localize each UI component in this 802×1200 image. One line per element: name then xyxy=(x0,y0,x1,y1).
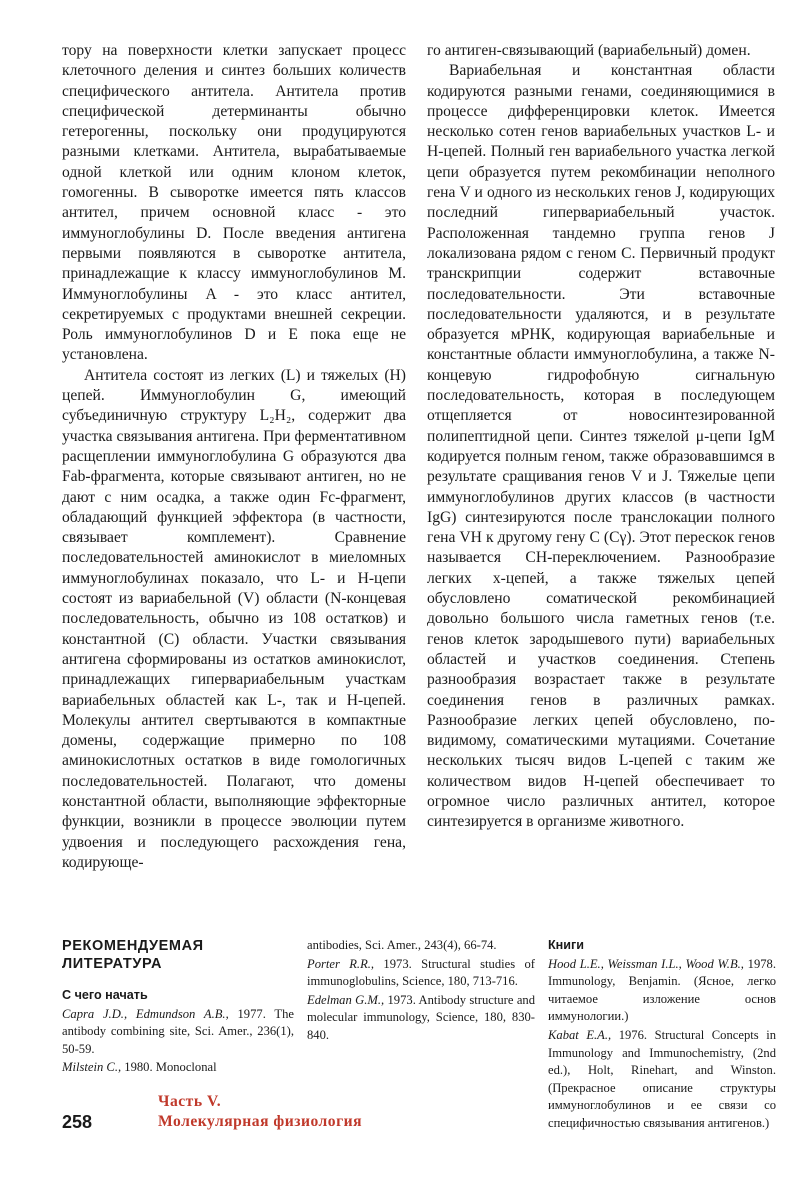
reference-authors: Milstein C., xyxy=(62,1060,122,1075)
references-subtitle: Книги xyxy=(548,938,585,952)
references-column-2 xyxy=(307,937,535,1046)
paragraph: тору на поверхности клетки запускает процесс клеточного деления и синтез больших количеств специфического антитела. Антитела против специфической детерминанты обычно гетерогенны, поскольку они продуцируются разными клетками. Антитела, вырабатываемые одной клеткой или одним клоном клеток, гомогенны. В сыворотке имеется пять классов антител, причем основной класс - это иммуноглобулины D. После введения антигена первыми появляются в сыворотке антитела, принадлежащие к классу иммуноглобулинов M. Иммуноглобулины A - это класс антител, секретируемых с продуктами внешней секреции. Роль иммуноглобулинов D и E пока еще не установлена. xyxy=(62,42,406,364)
reference-details: 1973. Structural studies of immunoglobulins, Science, 180, 713-716. xyxy=(307,956,535,989)
reference-details: 1977. The antibody combining site, Sci. Amer., 236(1), 50-59. xyxy=(62,1006,294,1056)
references-column-1 xyxy=(62,937,294,1078)
reference-entry-continued: antibodies, Sci. Amer., 243(4), 66-74. xyxy=(307,938,497,952)
paragraph: го антиген-связывающий (вариабельный) домен. xyxy=(427,42,751,59)
right-text-column xyxy=(427,41,775,833)
reference-entry xyxy=(548,1027,776,1133)
reference-authors: Capra J.D., Edmundson A.B., xyxy=(62,1006,229,1021)
paragraph: Антитела состоят из легких (L) и тяжелых (H) цепей. Иммуноглобулин G, имеющий субъединичную структуру L₂H₂, содержит два участка связывания антигена. При ферментативном расщеплении иммуноглобулина G образуются два Fab-фрагмента, которые связывают антиген, но не дают с ним осадка, а также один Fc-фрагмент, обладающий функцией эффектора (в частности, связывает комплемент). Сравнение последовательностей аминокислот в миеломных иммуноглобулинах показало, что L- и H-цепи состоят из вариабельной (V) области (N-концевая последовательность, обычно из 108 остатков) и константной (C) области. Участки связывания антигена сформированы из остатков аминокислот, принадлежащих гипервариабельным участкам вариабельных областей как L-, так и H-цепей. Молекулы антител свертываются в компактные домены, содержащие примерно по 108 аминокислотных остатков в виде гомологичных последовательностей. Полагают, что домены константной области, выполняющие эффекторные функции, возникли в процессе эволюции путем удвоения и последующего расхождения гена, кодирующе- xyxy=(62,366,406,871)
reference-entry xyxy=(548,956,776,1026)
reference-details: 1978. Immunology, Benjamin. (Ясное, легко читаемое изложение основ иммунологии.) xyxy=(548,956,777,1024)
reference-authors: Kabat E.A., xyxy=(548,1027,612,1042)
page-number: 258 xyxy=(62,1112,93,1132)
reference-authors: Hood L.E., Weissman I.L., Wood W.B., xyxy=(548,956,744,971)
reference-entry xyxy=(62,1059,294,1077)
reference-details: 1973. Antibody structure and molecular immunology, Science, 180, 830-840. xyxy=(307,992,535,1042)
references-title: РЕКОМЕНДУЕМАЯ ЛИТЕРАТУРА xyxy=(62,938,204,972)
paragraph: Вариабельная и константная области кодируются разными генами, соединяющимися в процессе дифференцировки клеток. Имеется несколько сотен генов вариабельных участков L- и H-цепей. Полный ген вариабельного участка легкой цепи образуется путем рекомбинации неполного гена V и одного из нескольких генов J, кодирующих последний гипервариабельный участок. Расположенная тандемно группа генов J локализована рядом с геном C. Первичный продукт транскрипции содержит вставочные последовательности. Эти вставочные последовательности удаляются, и в результате образуется мРНК, кодирующая вариабельные и константные области иммуноглобулина, а также N-концевую гидрофобную сигнальную последовательность, которая в последующем отщепляется от новосинтезированной полипептидной цепи. Синтез тяжелой μ-цепи IgM кодируется полным геном, также образовавшимся в результате сращивания генов V и J. Тяжелые цепи иммуноглобулинов других классов (в частности IgG) синтезируются после транслокации полного гена VH к другому гену C (Cγ). Этот перескок генов называется CH-переключением. Разнообразие легких x-цепей, а также тяжелых цепей обусловлено соматической рекомбинацией довольно большого числа гаметных генов (т.е. генов клеток зародышевого пути) вариабельных областей и участков соединения. Степень разнообразия возрастает также в результате соединения генов в различных рамках. Разнообразие легких цепей обусловлено, по-видимому, соматическими мутациями. Сочетание нескольких тысяч видов L-цепей с таким же количеством видов H-цепей обеспечивает то огромное число различных антител, которое синтезируется в организме животного. xyxy=(427,62,775,831)
reference-entry xyxy=(62,1006,294,1059)
reference-entry xyxy=(307,992,535,1045)
references-column-3 xyxy=(548,937,776,1134)
references-subtitle: С чего начать xyxy=(62,988,148,1002)
reference-details: 1980. Monoclonal xyxy=(121,1060,217,1075)
reference-authors: Porter R.R., xyxy=(307,956,375,971)
reference-details: 1976. Structural Concepts in Immunology and Immunochemistry, (2nd ed.), Holt, Rinehart, and Winston. (Прекрасное описание структуры иммуноглобулинов и ее связи со специфичностью связывания антигенов.) xyxy=(548,1027,776,1130)
part-title: Молекулярная физиология xyxy=(158,1113,363,1130)
part-number: Часть V. xyxy=(158,1093,222,1110)
reference-entry xyxy=(307,956,535,991)
running-footer-part xyxy=(158,1092,362,1132)
left-text-column xyxy=(62,41,406,873)
reference-authors: Edelman G.M., xyxy=(307,992,385,1007)
